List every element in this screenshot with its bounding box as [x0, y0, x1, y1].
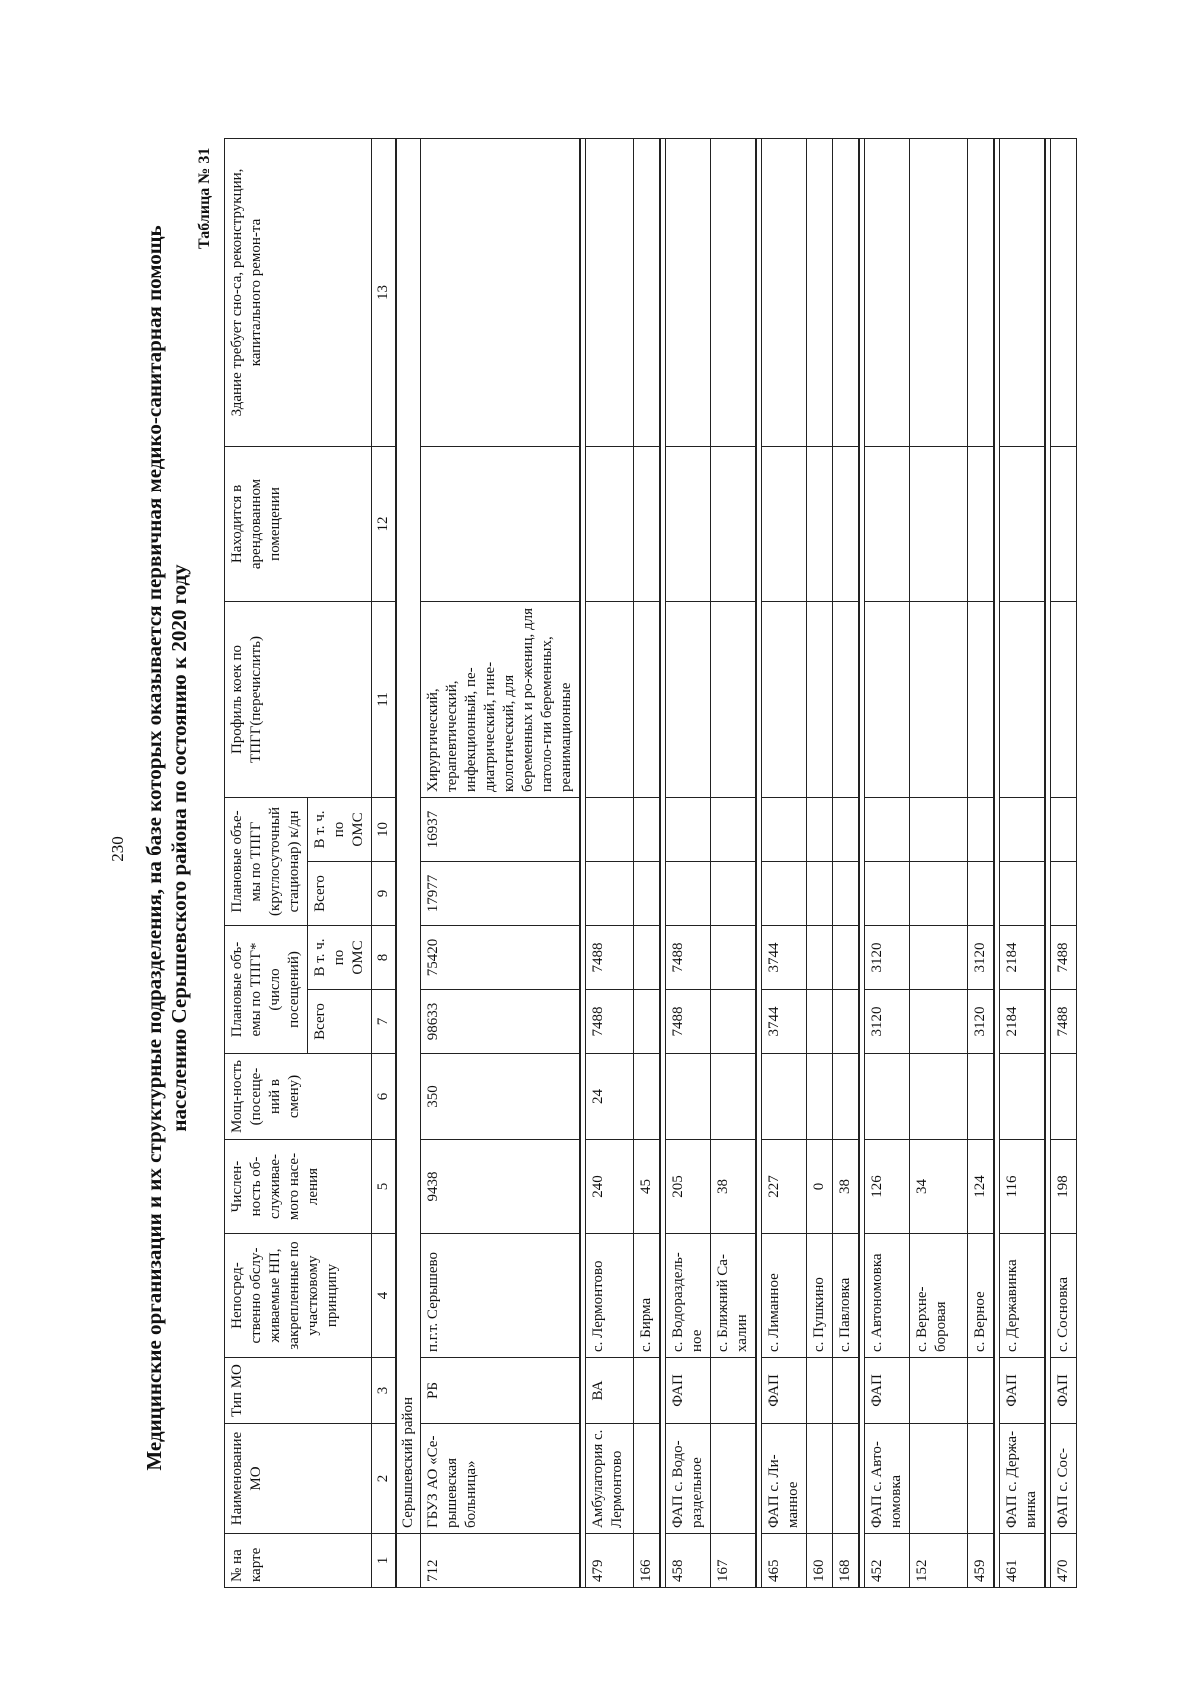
cell-v-oms: 7488	[1051, 925, 1077, 989]
table-row	[634, 138, 661, 1587]
cell-b-oms	[1051, 797, 1077, 861]
cell-map: 452	[865, 1534, 910, 1588]
cell-pop: 240	[586, 1140, 634, 1234]
cell-v-all	[807, 990, 833, 1054]
cell-type	[833, 1358, 860, 1424]
cell-v-all	[711, 990, 757, 1054]
cell-cap	[1051, 1054, 1077, 1140]
cell-map: 479	[586, 1534, 634, 1588]
colnum-8: 8	[372, 925, 397, 989]
cell-b-all	[586, 861, 634, 925]
page-number: 230	[108, 836, 127, 862]
colnum-9: 9	[372, 861, 397, 925]
cell-profile	[968, 601, 995, 797]
cell-b-oms	[807, 797, 833, 861]
colnum-5: 5	[372, 1140, 397, 1234]
cell-map: 168	[833, 1534, 860, 1588]
cell-b-all	[666, 861, 711, 925]
cell-repair	[968, 138, 995, 446]
cell-v-all	[910, 990, 968, 1054]
cell-rent	[634, 446, 661, 601]
cell-rent	[833, 446, 860, 601]
table-row	[1000, 138, 1046, 1587]
cell-b-oms	[711, 797, 757, 861]
cell-b-all	[711, 861, 757, 925]
cell-profile	[711, 601, 757, 797]
cell-cap	[910, 1054, 968, 1140]
cell-repair	[865, 138, 910, 446]
table-row	[711, 138, 757, 1587]
header-mo-name: Наименование МО	[225, 1424, 372, 1534]
cell-v-oms: 3744	[762, 925, 807, 989]
colnum-3: 3	[372, 1358, 397, 1424]
cell-v-all: 2184	[1000, 990, 1046, 1054]
cell-profile	[586, 601, 634, 797]
cell-v-oms: 7488	[586, 925, 634, 989]
cell-profile	[634, 601, 661, 797]
district-cell-empty	[396, 1534, 421, 1588]
header-visits-oms: В т. ч. по ОМС	[308, 925, 372, 989]
cell-type: ФАП	[1051, 1358, 1077, 1424]
colnum-4: 4	[372, 1234, 397, 1358]
cell-v-all: 7488	[1051, 990, 1077, 1054]
cell-v-oms	[807, 925, 833, 989]
cell-v-oms	[634, 925, 661, 989]
cell-v-oms: 3120	[968, 925, 995, 989]
cell-map: 458	[666, 1534, 711, 1588]
cell-map: 167	[711, 1534, 757, 1588]
facilities-table	[224, 138, 1077, 1588]
cell-v-all: 3120	[865, 990, 910, 1054]
cell-rent	[968, 446, 995, 601]
cell-pop: 126	[865, 1140, 910, 1234]
cell-b-oms	[833, 797, 860, 861]
cell-cap: 24	[586, 1054, 634, 1140]
cell-rent	[865, 446, 910, 601]
cell-type	[711, 1358, 757, 1424]
cell-name: ФАП с. Ли-манное	[762, 1424, 807, 1534]
cell-b-all	[833, 861, 860, 925]
cell-map: 166	[634, 1534, 661, 1588]
table-row	[910, 138, 968, 1587]
cell-v-oms: 75420	[421, 925, 581, 989]
cell-v-oms: 2184	[1000, 925, 1046, 989]
cell-profile	[807, 601, 833, 797]
cell-name: ФАП с. Держа-винка	[1000, 1424, 1046, 1534]
cell-pop: 205	[666, 1140, 711, 1234]
cell-b-all	[807, 861, 833, 925]
colnum-11: 11	[372, 601, 397, 797]
cell-v-oms	[711, 925, 757, 989]
cell-rent	[910, 446, 968, 601]
title-line-1: Медицинские организации и их структурные подразделения, на базе которых оказывается первичная медико-санитарная помощь	[142, 225, 166, 1471]
cell-b-oms	[666, 797, 711, 861]
cell-v-oms	[910, 925, 968, 989]
cell-np: с. Павловка	[833, 1234, 860, 1358]
district-row	[396, 138, 421, 1587]
cell-cap	[634, 1054, 661, 1140]
header-rented: Находится в арендованном помещении	[225, 446, 372, 601]
cell-map: 461	[1000, 1534, 1046, 1588]
colnum-7: 7	[372, 990, 397, 1054]
cell-np: с. Автономовка	[865, 1234, 910, 1358]
header-bed-days: Плановые объе-мы по ТПГГ (круглосуточный стационар) к/дн	[225, 797, 308, 925]
header-capacity: Мощ-ность (посеще-ний в смену)	[225, 1054, 372, 1140]
cell-type: ВА	[586, 1358, 634, 1424]
cell-b-all	[762, 861, 807, 925]
header-population: Числен-ность об-служивае-мого насе-ления	[225, 1140, 372, 1234]
district-name: Серышевский район	[396, 138, 421, 1533]
cell-profile: Хирургический, терапевтический, инфекционный, пе-диатрический, гине-кологический, для беременных и ро-жениц, для патоло-гии беременных, реанимационные	[421, 601, 581, 797]
colnum-6: 6	[372, 1054, 397, 1140]
cell-pop: 0	[807, 1140, 833, 1234]
cell-repair	[634, 138, 661, 446]
cell-pop: 45	[634, 1140, 661, 1234]
cell-profile	[1051, 601, 1077, 797]
cell-type	[634, 1358, 661, 1424]
cell-v-all: 98633	[421, 990, 581, 1054]
cell-b-oms	[910, 797, 968, 861]
header-needs-repair: Здание требует сно-са, реконструкции, капитального ремон-та	[225, 138, 372, 446]
cell-profile	[1000, 601, 1046, 797]
cell-name	[910, 1424, 968, 1534]
cell-b-all: 17977	[421, 861, 581, 925]
cell-v-all: 3120	[968, 990, 995, 1054]
cell-pop: 124	[968, 1140, 995, 1234]
cell-name: Амбулатория с. Лермонтово	[586, 1424, 634, 1534]
cell-b-oms	[865, 797, 910, 861]
colnum-10: 10	[372, 797, 397, 861]
cell-b-oms	[762, 797, 807, 861]
cell-pop: 9438	[421, 1140, 581, 1234]
table-row	[666, 138, 711, 1587]
cell-v-oms	[833, 925, 860, 989]
cell-profile	[833, 601, 860, 797]
cell-map: 712	[421, 1534, 581, 1588]
cell-type: ФАП	[865, 1358, 910, 1424]
cell-pop: 38	[833, 1140, 860, 1234]
cell-repair	[1051, 138, 1077, 446]
cell-b-all	[634, 861, 661, 925]
header-mo-type: Тип МО	[225, 1358, 372, 1424]
cell-b-all	[1000, 861, 1046, 925]
cell-v-all	[833, 990, 860, 1054]
cell-v-all: 7488	[666, 990, 711, 1054]
cell-repair	[1000, 138, 1046, 446]
cell-pop: 38	[711, 1140, 757, 1234]
cell-rent	[762, 446, 807, 601]
table-number: Таблица № 31	[196, 147, 213, 249]
cell-repair	[421, 138, 581, 446]
cell-rent	[711, 446, 757, 601]
cell-np: с. Верхне-боровая	[910, 1234, 968, 1358]
cell-cap	[968, 1054, 995, 1140]
cell-pop: 198	[1051, 1140, 1077, 1234]
cell-name: ФАП с. Авто-номовка	[865, 1424, 910, 1534]
cell-name: ФАП с. Сос-	[1051, 1424, 1077, 1534]
table-row	[1051, 138, 1077, 1587]
cell-repair	[666, 138, 711, 446]
table-row	[968, 138, 995, 1587]
cell-np: с. Верное	[968, 1234, 995, 1358]
cell-type: ФАП	[666, 1358, 711, 1424]
cell-v-oms: 7488	[666, 925, 711, 989]
column-numbers-row	[372, 138, 397, 1587]
header-bed-profile: Профиль коек по ТПГГ(перечислить)	[225, 601, 372, 797]
header-visits: Плановые объ-емы по ТПГГ*(число посещений)	[225, 925, 308, 1053]
cell-cap	[833, 1054, 860, 1140]
cell-type: ФАП	[1000, 1358, 1046, 1424]
cell-repair	[910, 138, 968, 446]
cell-pop: 227	[762, 1140, 807, 1234]
table-row	[807, 138, 833, 1587]
cell-b-all	[1051, 861, 1077, 925]
cell-v-all: 7488	[586, 990, 634, 1054]
cell-profile	[910, 601, 968, 797]
cell-b-oms: 16937	[421, 797, 581, 861]
cell-np: с. Бирма	[634, 1234, 661, 1358]
table-row	[833, 138, 860, 1587]
cell-b-oms	[634, 797, 661, 861]
cell-b-all	[910, 861, 968, 925]
cell-v-all: 3744	[762, 990, 807, 1054]
header-row-1	[225, 138, 308, 1587]
cell-b-oms	[1000, 797, 1046, 861]
cell-name	[711, 1424, 757, 1534]
cell-repair	[807, 138, 833, 446]
cell-np: с. Ближний Са-халин	[711, 1234, 757, 1358]
table-row	[762, 138, 807, 1587]
table-row	[421, 138, 581, 1587]
header-visits-total: Всего	[308, 990, 372, 1054]
cell-b-oms	[586, 797, 634, 861]
cell-v-oms: 3120	[865, 925, 910, 989]
cell-map: 160	[807, 1534, 833, 1588]
cell-v-all	[634, 990, 661, 1054]
cell-cap	[1000, 1054, 1046, 1140]
cell-name	[634, 1424, 661, 1534]
cell-name: ГБУЗ АО «Се-рышевская больница»	[421, 1424, 581, 1534]
cell-np: с. Сосновка	[1051, 1234, 1077, 1358]
cell-map: 465	[762, 1534, 807, 1588]
cell-type	[807, 1358, 833, 1424]
cell-map: 470	[1051, 1534, 1077, 1588]
cell-rent	[666, 446, 711, 601]
cell-b-all	[968, 861, 995, 925]
cell-type	[910, 1358, 968, 1424]
colnum-13: 13	[372, 138, 397, 446]
cell-name	[968, 1424, 995, 1534]
header-settlements: Непосред-ственно обслу-живаемые НП, закрепленные по участковому принципу	[225, 1234, 372, 1358]
cell-rent	[1051, 446, 1077, 601]
title-line-2: населению Серышевского района по состоянию к 2020 году	[167, 564, 191, 1132]
cell-repair	[833, 138, 860, 446]
cell-name	[807, 1424, 833, 1534]
cell-name: ФАП с. Водо-раздельное	[666, 1424, 711, 1534]
document-title	[142, 138, 192, 1558]
table-row	[586, 138, 634, 1587]
cell-type: РБ	[421, 1358, 581, 1424]
header-beds-oms: В т. ч. по ОМС	[308, 797, 372, 861]
cell-b-all	[865, 861, 910, 925]
header-beds-total: Всего	[308, 861, 372, 925]
cell-profile	[762, 601, 807, 797]
cell-cap	[807, 1054, 833, 1140]
colnum-12: 12	[372, 446, 397, 601]
cell-np: с. Пушкино	[807, 1234, 833, 1358]
cell-np: с. Лиманное	[762, 1234, 807, 1358]
cell-b-oms	[968, 797, 995, 861]
cell-cap	[762, 1054, 807, 1140]
cell-profile	[666, 601, 711, 797]
cell-pop: 116	[1000, 1140, 1046, 1234]
cell-name	[833, 1424, 860, 1534]
cell-type	[968, 1358, 995, 1424]
cell-rent	[586, 446, 634, 601]
cell-cap: 350	[421, 1054, 581, 1140]
cell-map: 459	[968, 1534, 995, 1588]
cell-rent	[421, 446, 581, 601]
cell-rent	[807, 446, 833, 601]
cell-cap	[711, 1054, 757, 1140]
cell-pop: 34	[910, 1140, 968, 1234]
cell-rent	[1000, 446, 1046, 601]
cell-cap	[865, 1054, 910, 1140]
cell-repair	[711, 138, 757, 446]
cell-np: с. Державинка	[1000, 1234, 1046, 1358]
cell-np: с. Лермонтово	[586, 1234, 634, 1358]
cell-repair	[762, 138, 807, 446]
cell-np: с. Водораздель-ное	[666, 1234, 711, 1358]
header-map-no: № на карте	[225, 1534, 372, 1588]
cell-profile	[865, 601, 910, 797]
cell-repair	[586, 138, 634, 446]
cell-type: ФАП	[762, 1358, 807, 1424]
cell-np: п.г.т. Серышево	[421, 1234, 581, 1358]
cell-map: 152	[910, 1534, 968, 1588]
table-row	[865, 138, 910, 1587]
cell-cap	[666, 1054, 711, 1140]
colnum-1: 1	[372, 1534, 397, 1588]
colnum-2: 2	[372, 1424, 397, 1534]
